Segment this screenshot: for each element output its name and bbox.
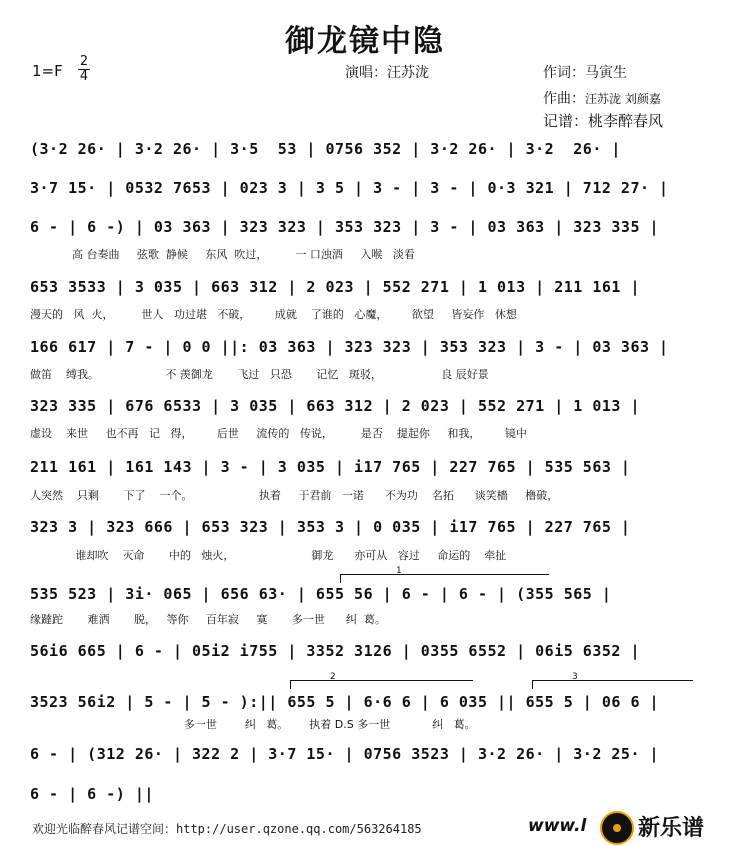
lyric-row-5: 做笛 缚我。 不 羡御龙 飞过 只恐 记忆 斑驳， 良 辰好景 — [30, 368, 489, 381]
singer-credit: 演唱：汪苏泷 — [345, 65, 429, 81]
lyricist-credit: 作词：马寅生 — [543, 65, 627, 81]
score-row-7: 211 161 | 161 143 | 3 - | 3 035 | i17 765 | 227 765 | 535 563 | — [30, 458, 631, 476]
lyric-row-7: 人突然 只剩 下了 一个。 执着 于君前 一诺 不为功 名拓 谈笑檣 橹破， — [30, 489, 559, 502]
lyric-row-11: 多一世 纠 葛。 执着 D.S 多一世 纠 葛。 — [30, 718, 476, 731]
volta-bracket-3 — [532, 680, 693, 689]
key-signature: 1=F — [32, 62, 63, 80]
time-signature-bottom: 4 — [79, 69, 89, 84]
composer-label: 作曲： — [543, 91, 585, 107]
score-row-12: 6 - | (312 26· | 322 2 | 3·7 15· | 0756 3523 | 3·2 26· | 3·2 25· | — [30, 745, 660, 763]
song-title: 御龙镜中隐 — [285, 24, 445, 59]
score-row-5: 166 617 | 7 - | 0 0 ||: 03 363 | 323 323 | 353 323 | 3 - | 03 363 | — [30, 338, 669, 356]
disc-icon — [600, 811, 634, 845]
lyric-row-3: 高 台奏曲 弦歌 静候 东风 吹过， 一 口浊酒 入喉 淡看 — [30, 248, 415, 261]
composer-credit — [543, 88, 661, 108]
score-row-3: 6 - | 6 -) | 03 363 | 323 323 | 353 323 | 3 - | 03 363 | 323 335 | — [30, 218, 660, 236]
time-signature — [78, 56, 90, 83]
volta-bracket-2 — [290, 680, 473, 689]
lyric-row-6: 虚设 来世 也不再 记 得， 后世 流传的 传说， 是否 提起你 和我， 镜中 — [30, 427, 527, 440]
score-row-8: 323 3 | 323 666 | 653 323 | 353 3 | 0 035 | i17 765 | 227 765 | — [30, 518, 631, 536]
score-row-2: 3·7 15· | 0532 7653 | 023 3 | 3 5 | 3 - | 3 - | 0·3 321 | 712 27· | — [30, 179, 669, 197]
volta-number-3: 3 — [572, 672, 578, 682]
score-row-13: 6 - | 6 -) || — [30, 785, 154, 803]
brand-url-fragment: www.l — [528, 816, 587, 836]
lyric-row-8: 谁却吹 灭命 中的 烛火， 御龙 亦可从 容过 命运的 牵扯 — [30, 549, 507, 562]
score-row-6: 323 335 | 676 6533 | 3 035 | 663 312 | 2 023 | 552 271 | 1 013 | — [30, 397, 640, 415]
score-row-9: 535 523 | 3i· 065 | 656 63· | 655 56 | 6 - | 6 - | (355 565 | — [30, 585, 612, 603]
volta-bracket-1 — [340, 574, 549, 583]
brand-logo-text: 新乐谱 — [638, 816, 705, 841]
time-signature-top: 2 — [79, 54, 89, 69]
score-row-10: 56i6 665 | 6 - | 05i2 i755 | 3352 3126 | 0355 6552 | 06i5 6352 | — [30, 642, 640, 660]
lyric-row-4: 漫天的 风 火， 世人 功过堪 不破， 成就 了谁的 心魔， 欲望 皆妄作 休想 — [30, 308, 517, 321]
composer-names: 汪苏泷 刘颜嘉 — [585, 92, 661, 106]
transcriber-credit: 记谱：桃李醉春风 — [543, 112, 664, 130]
score-row-1: (3·2 26· | 3·2 26· | 3·5 53 | 0756 352 | 3·2 26· | 3·2 26· | — [30, 140, 621, 158]
volta-number-1: 1 — [396, 566, 402, 576]
volta-number-2: 2 — [330, 672, 336, 682]
score-row-11: 3523 56i2 | 5 - | 5 - ):|| 655 5 | 6·6 6 | 6 035 || 655 5 | 06 6 | — [30, 693, 660, 711]
lyric-row-9: 缘躂跎 难洒 脱， 等你 百年寂 寞 多一世 纠 葛。 — [30, 613, 386, 626]
score-row-4: 653 3533 | 3 035 | 663 312 | 2 023 | 552 271 | 1 013 | 211 161 | — [30, 278, 640, 296]
brand-logo — [596, 806, 730, 846]
footer-credit: 欢迎光临醉春风记谱空间：http://user.qzone.qq.com/563264185 — [32, 822, 422, 836]
